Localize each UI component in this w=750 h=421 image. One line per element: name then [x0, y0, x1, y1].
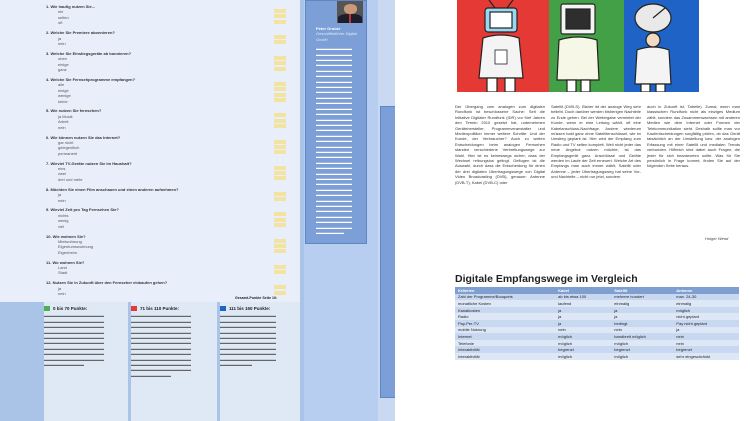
table-cell: ja [673, 327, 739, 334]
table-cell: Interaktivität [455, 346, 555, 353]
points-field[interactable] [274, 140, 286, 144]
question-text: 11. Wo wohnen Sie? [46, 259, 85, 265]
table-header-cell: Kabel [555, 287, 611, 294]
quiz-question [46, 280, 286, 296]
answer-option: zwei [58, 171, 67, 177]
result-text-lines: ▬▬▬▬▬▬▬▬▬▬▬▬▬▬▬ ▬▬▬▬▬▬▬▬▬▬▬▬▬▬▬ ▬▬▬▬▬▬▬▬▬▬▬▬▬▬▬ ▬▬▬▬▬▬▬▬▬▬▬▬▬▬▬ ▬▬▬▬▬▬▬▬▬▬▬▬▬▬▬ ▬▬▬▬▬▬▬▬▬▬▬▬▬▬▬ ▬▬▬▬▬▬▬▬▬▬▬▬▬▬▬ ▬▬▬▬▬▬▬▬▬▬▬▬▬▬▬ ▬▬▬▬▬▬▬▬▬▬▬▬▬▬▬ ▬▬▬▬▬▬▬▬▬▬▬▬▬▬▬ ▬▬▬▬▬▬▬▬▬▬▬▬▬▬▬ ▬▬▬▬▬▬▬▬▬▬ [131, 313, 191, 378]
points-field[interactable] [274, 119, 286, 123]
points-boxes [274, 192, 286, 203]
answer-option: Arbeit [58, 119, 69, 125]
portrait-photo [337, 1, 363, 23]
answer-option: gelegentlich [58, 145, 80, 151]
question-text: 10. Wie wohnen Sie? [46, 233, 86, 239]
table-cell: nein [673, 340, 739, 347]
table-cell: max. 24-30 [673, 294, 739, 301]
table-cell: monatliche Kosten [455, 300, 555, 307]
quiz-question [46, 77, 286, 104]
answer-option: selten [58, 14, 69, 20]
answer-option: nie [58, 9, 64, 15]
result-box-high [220, 302, 300, 421]
points-boxes [274, 9, 286, 25]
answer-option: Land [58, 265, 67, 270]
points-field[interactable] [274, 192, 286, 196]
answer-option: ja [58, 35, 62, 41]
question-text: 2. Welche Sie Premiere abonnieren? [46, 30, 115, 36]
table-header-cell: Satellit [611, 287, 673, 294]
points-field[interactable] [274, 218, 286, 222]
table-cell: ja [555, 320, 611, 327]
author-signature: Holger Wend [705, 236, 729, 241]
points-field[interactable] [274, 223, 286, 227]
table-cell: ja [611, 307, 673, 314]
table-row [455, 340, 739, 347]
answer-option: drei und mehr [58, 176, 83, 182]
table-cell: Zahl der Programme/Bouquets [455, 294, 555, 301]
table-title: Digitale Empfangswege im Vergleich [455, 273, 638, 285]
points-boxes [274, 82, 286, 104]
quiz-question [46, 161, 286, 183]
interview-text: ▬▬▬▬▬▬▬▬▬ ▬▬▬▬▬▬▬▬▬ ▬▬▬▬▬▬▬▬▬ ▬▬▬▬▬▬▬▬▬ ▬▬▬▬▬▬▬▬▬ ▬▬▬▬▬▬▬▬▬ ▬▬▬▬▬▬▬▬▬ ▬▬▬▬▬▬▬▬▬ ▬▬▬▬▬▬▬▬▬ ▬▬▬▬▬▬▬▬▬ ▬▬▬▬▬▬▬▬▬ ▬▬▬▬▬▬▬▬▬ ▬▬▬▬▬▬▬▬▬ ▬▬▬▬▬▬▬▬▬ ▬▬▬▬▬▬▬▬▬ ▬▬▬▬▬▬▬▬▬ ▬▬▬▬▬▬▬▬▬ ▬▬▬▬▬▬▬▬▬ ▬▬▬▬▬▬▬▬▬ ▬▬▬▬▬▬▬▬▬ ▬▬▬▬▬▬▬▬▬ ▬▬▬▬▬▬▬▬▬ ▬▬▬▬▬▬▬▬▬ ▬▬▬▬▬▬▬▬▬ ▬▬▬▬▬▬▬▬▬ ▬▬▬▬▬▬▬▬▬ ▬▬▬▬▬▬▬▬▬ ▬▬▬▬▬▬▬▬▬ ▬▬▬▬▬▬▬▬▬ ▬▬▬▬▬▬▬▬▬ ▬▬▬▬▬▬▬▬▬ ▬▬▬▬▬▬▬▬▬ ▬▬▬▬▬▬▬▬▬ ▬▬▬▬▬▬▬▬▬ ▬▬▬▬▬▬▬ [316, 46, 352, 236]
answer-option: eins [58, 166, 66, 171]
answer-option: wenige [58, 93, 71, 99]
table-cell: Telefonie [455, 340, 555, 347]
answer-option: oben [58, 56, 67, 62]
interviewee-role: Geschäftsführer Digital GmbH [316, 31, 357, 42]
table-cell: laufend [555, 300, 611, 307]
points-field[interactable] [274, 113, 286, 117]
points-boxes [274, 239, 286, 255]
quiz-question [46, 187, 286, 203]
points-field[interactable] [274, 212, 286, 216]
answer-option: ja [58, 192, 62, 198]
table-row [455, 320, 739, 327]
question-text: 12. Nutzen Sie in Zukunft über den Fernseher einkaufen gehen? [46, 280, 168, 286]
table-cell: nicht geplant [673, 313, 739, 320]
answer-option: nichts [58, 212, 69, 218]
table-cell: begrenzt [611, 346, 673, 353]
table-row [455, 307, 739, 314]
table-cell: begrenzt [555, 346, 611, 353]
answer-option: nein [58, 40, 66, 46]
figure-green [557, 4, 599, 92]
points-field[interactable] [274, 14, 286, 18]
tv-head-figures-illustration [457, 0, 699, 92]
table-cell: Pay-Per-TV [455, 320, 555, 327]
result-heading: 0 bis 70 Punkte: [53, 306, 88, 311]
result-box-mid [131, 302, 217, 421]
points-field[interactable] [274, 239, 286, 243]
table-cell: mobile Nutzung [455, 327, 555, 334]
points-field[interactable] [274, 285, 286, 289]
points-field[interactable] [274, 176, 286, 180]
table-row [455, 353, 739, 360]
table-cell: Pay nicht geplant [673, 320, 739, 327]
answer-option: Eigenheim [58, 249, 77, 255]
answer-option: keine [58, 98, 68, 104]
quiz-question [46, 135, 286, 157]
points-boxes [274, 285, 286, 296]
table-row [455, 300, 739, 307]
article-column-3: auch in Zukunft ist, Tabelle). Zumal, wenn man klassischen Rundfunk nicht als einziges Medium zählt, sondern das Zusammenwachsen mit anderen Medien wie dem Internet oder Formen der Telekommunikation sieht. Deshalb sollte man vor Kaufentscheidungen sorgfältig prüfen, ob das Gerät tatsächlich an der Umstellung bzw. der analogen Erfassung mit einer Satellit und medialen Trends verbunden. Hilfreich sind dabei auch Fragen, die jeder für sich beantworten sollte. Was für Sie persönlich in Frage kommt, finden Sie auf der folgenden Seite heraus. [647, 104, 740, 169]
points-field[interactable] [274, 270, 286, 274]
figure-blue [635, 4, 671, 92]
question-text: 3. Welche Sie Einstiegsgeräte ab bonnieren? [46, 50, 132, 56]
answer-option: viel [58, 223, 65, 229]
table-cell: Interaktivität [455, 353, 555, 360]
answer-option: ja [58, 285, 62, 291]
table-cell: bandbreit möglich [611, 333, 673, 340]
answer-option: Mietwohnung [58, 238, 82, 244]
table-row [455, 327, 739, 334]
result-text-lines: ▬▬▬▬▬▬▬▬▬▬▬▬▬▬▬ ▬▬▬▬▬▬▬▬▬▬▬▬▬▬▬ ▬▬▬▬▬▬▬▬▬▬▬▬▬▬▬ ▬▬▬▬▬▬▬▬▬▬▬▬▬▬▬ ▬▬▬▬▬▬▬▬▬▬▬▬▬▬▬ ▬▬▬▬▬▬▬▬▬▬▬▬▬▬▬ ▬▬▬▬▬▬▬▬▬▬▬▬▬▬▬ ▬▬▬▬▬▬▬▬▬▬▬▬▬▬▬ ▬▬▬▬▬▬▬▬▬▬▬▬▬▬▬ ▬▬▬▬▬▬▬▬▬▬ [44, 313, 104, 368]
quiz-question [46, 260, 286, 276]
answer-option: wenig [58, 218, 69, 224]
table-header-cell: Antenne [673, 287, 739, 294]
answer-option: Eigentumswohnung [58, 244, 94, 250]
quiz-question [46, 207, 286, 229]
points-field[interactable] [274, 244, 286, 248]
question-text: 4. Welche Sie Fernsehprogramme empfangen? [46, 76, 136, 82]
table-cell: möglich [673, 307, 739, 314]
result-blue-marker [220, 306, 226, 311]
result-heading: 111 bis 150 Punkte: [229, 306, 271, 311]
interview-box-1 [305, 0, 367, 244]
points-field[interactable] [274, 291, 286, 295]
points-field[interactable] [274, 40, 286, 44]
table-row [455, 294, 739, 301]
question-text: 6. Wie können nutzen Sie das Internet? [46, 134, 121, 140]
result-box-low [44, 302, 128, 421]
question-text: 7. Wieviel TV-Geräte nutzen Sie im Haushalt? [46, 160, 132, 166]
points-field[interactable] [274, 98, 286, 102]
answer-option: alle [58, 82, 65, 88]
answer-option: einige [58, 61, 69, 67]
points-field[interactable] [274, 87, 286, 91]
table-cell: ja [555, 307, 611, 314]
answer-option: nein [58, 197, 66, 203]
points-field[interactable] [274, 35, 286, 39]
table-cell: Kanalkosten [455, 307, 555, 314]
question-text: 9. Wieviel Zeit pro Tag Fernsehen Sie? [46, 207, 119, 213]
table-cell: ja [611, 313, 673, 320]
table-cell: Internet [455, 333, 555, 340]
points-boxes [274, 113, 286, 129]
table-cell: Radio [455, 313, 555, 320]
quiz-question [46, 51, 286, 73]
table-cell: nein [555, 327, 611, 334]
points-boxes [274, 212, 286, 228]
points-boxes [274, 56, 286, 72]
points-field[interactable] [274, 249, 286, 253]
table-cell: nein [611, 327, 673, 334]
quiz-question [46, 4, 286, 26]
table-cell: möglich [555, 353, 611, 360]
answer-option: nein [58, 291, 66, 297]
article-column-2: Satellit (DVB-S). Bisher ist der analoge Weg sehr beliebt. Doch darüber werden bisherigen Nachteile zu Ende gehen. Bei der Weitergabe vermietet der Kunde, wenn er eine Leitung wählt, oft eine Kabelanschluss-Nachfrage. Andere wiederum müssen bald ganz ohne Satellitenschüssel, wie im Umstieg geplant ist. Hier wird der Empfang zum Radio und TV selten komplett. Weil nicht jeder das neue Angebot nutzen möchte, ist das Empfangsgerät ganz. Anschlüsse und Geräte werden im Laufe der Zeit erneuert. Welche Art des Empfangs man auch immer wählt, Satellit oder Antenne – jeder Übertragungsweg hat seine Vor- und Nachteile – nicht nur jetzt, sondern [551, 104, 641, 180]
points-boxes [274, 140, 286, 156]
table-cell: ab bis etwa 100 [555, 294, 611, 301]
question-text: 5. Wie nutzen Sie fernsehen? [46, 108, 102, 114]
table-cell: einmalig [611, 300, 673, 307]
quiz-question [46, 234, 286, 256]
answer-option: permanent [58, 150, 78, 156]
points-field[interactable] [274, 61, 286, 65]
points-field[interactable] [274, 9, 286, 13]
answer-option: nein [58, 124, 66, 130]
result-heading: 71 bis 110 Punkte: [140, 306, 180, 311]
table-header-row [455, 287, 739, 294]
answer-option: einige [58, 87, 69, 93]
table-cell: möglich [555, 340, 611, 347]
question-text: 1. Wie haufig nutzen Sie... [46, 4, 96, 9]
points-field[interactable] [274, 82, 286, 86]
table-cell: mehrere hundert [611, 294, 673, 301]
quiz-question [46, 108, 286, 130]
answer-option: gar nicht [58, 139, 74, 145]
table-cell: nein [673, 333, 739, 340]
figure-red [479, 0, 523, 92]
result-green-marker [44, 306, 50, 311]
answer-option: ganz [58, 67, 67, 73]
table-cell: bedingt [611, 320, 673, 327]
table-cell: begrenzt [673, 346, 739, 353]
sum-label: Gesamt-Punkte Seite 10: [235, 296, 278, 300]
interviewee-name: Peter Gruber [316, 26, 341, 31]
table-cell: einmalig [673, 300, 739, 307]
comparison-table [455, 287, 739, 360]
table-cell: ja [555, 313, 611, 320]
table-cell: möglich [555, 333, 611, 340]
points-field[interactable] [274, 145, 286, 149]
result-text-lines: ▬▬▬▬▬▬▬▬▬▬▬▬▬▬ ▬▬▬▬▬▬▬▬▬▬▬▬▬▬ ▬▬▬▬▬▬▬▬▬▬▬▬▬▬ ▬▬▬▬▬▬▬▬▬▬▬▬▬▬ ▬▬▬▬▬▬▬▬▬▬▬▬▬▬ ▬▬▬▬▬▬▬▬▬▬▬▬▬▬ ▬▬▬▬▬▬▬▬▬▬▬▬▬▬ ▬▬▬▬▬▬▬▬▬▬▬▬▬▬ ▬▬▬▬▬▬▬▬▬▬▬▬▬▬ ▬▬▬▬▬▬▬▬ [220, 313, 276, 368]
points-field[interactable] [274, 197, 286, 201]
result-red-marker [131, 306, 137, 311]
answer-option: ja Musik [58, 113, 73, 119]
points-field[interactable] [274, 265, 286, 269]
article-column-1: Der Übergang vom analogen zum digitalen Rundfunk ist beschlossene Sache: Seit die Initiative Digitaler Rundfunk (IDR) vor fünf Jahren den Termin 2010 gesetzt hat, unternehmen Gerätehersteller, Programmveranstalter und Medienpolitiker immer weitere Schritte. Und der Kunde, der Verbraucher? Auch zu weiten Entscheidungen beim analogen Fernsehen standen verschiedene Verbreitungswege zur Wahl. Hier ist es keineswegs sicher, dass der Wechsel reibungslos gelingt. Geflogen ist die Auswahl, durch dass die Entscheidung für einen der drei digitalen Übertragungswege von Digital Video Broadcasting (DVB), genauer: Antenne (DVB-T), Kabel (DVB-C) oder [455, 104, 545, 185]
points-field[interactable] [274, 166, 286, 170]
table-cell: möglich [611, 353, 673, 360]
table-header-cell: Kriterien [455, 287, 555, 294]
question-text: 8. Möchten Sie einen Film anschauen und einen anderen aufnehmen? [46, 186, 179, 192]
points-boxes [274, 166, 286, 182]
points-field[interactable] [274, 124, 286, 128]
quiz-question [46, 30, 286, 46]
table-row [455, 346, 739, 353]
answer-option: oft [58, 20, 63, 26]
table-row [455, 313, 739, 320]
points-field[interactable] [274, 67, 286, 71]
answer-option: Stadt [58, 270, 68, 276]
points-field[interactable] [274, 150, 286, 154]
points-field[interactable] [274, 171, 286, 175]
points-field[interactable] [274, 56, 286, 60]
table-cell: möglich [611, 340, 673, 347]
points-boxes [274, 265, 286, 276]
points-field[interactable] [274, 20, 286, 24]
points-field[interactable] [274, 93, 286, 97]
points-boxes [274, 35, 286, 46]
table-cell: sehr eingeschränkt [673, 353, 739, 360]
table-row [455, 333, 739, 340]
